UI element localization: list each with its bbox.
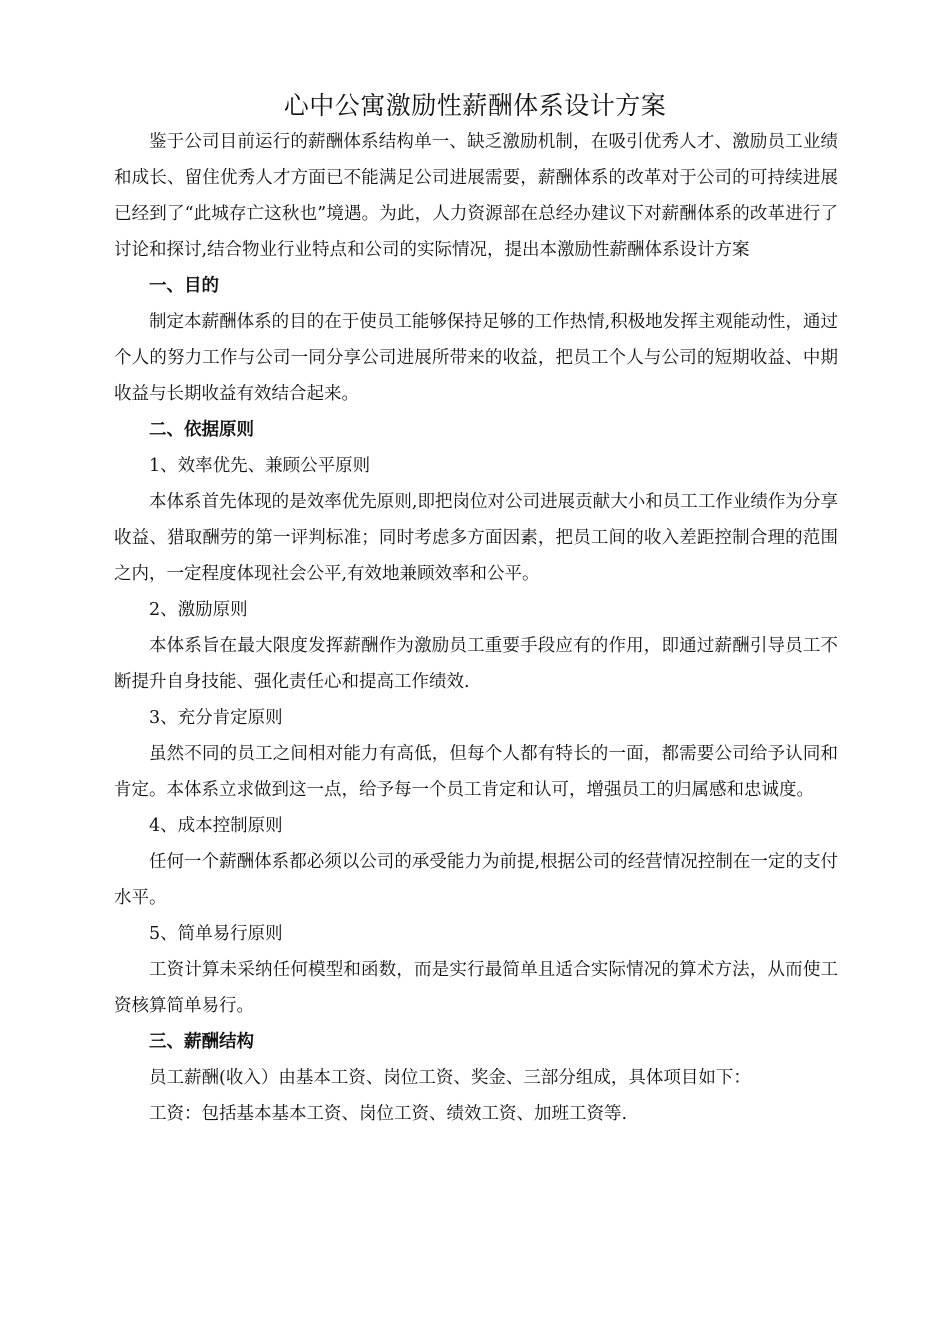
principle-text-incentive: 本体系旨在最大限度发挥薪酬作为激励员工重要手段应有的作用，即通过薪酬引导员工不断提升自身技能、强化责任心和提高工作绩效.: [114, 636, 838, 692]
principle-text-cost-control: 任何一个薪酬体系都必须以公司的承受能力为前提,根据公司的经营情况控制在一定的支付水平。: [114, 852, 838, 908]
principle-text-simplicity: 工资计算未采纳任何模型和函数，而是实行最简单且适合实际情况的算术方法，从而使工资核算简单易行。: [114, 960, 838, 1016]
principle-title-recognition: 3、充分肯定原则: [149, 708, 283, 728]
principle-text-recognition: 虽然不同的员工之间相对能力有高低，但每个人都有特长的一面，都需要公司给予认同和肯定。本体系立求做到这一点，给予每一个员工肯定和认可，增强员工的归属感和忠诚度。: [114, 744, 838, 800]
purpose-paragraph: 制定本薪酬体系的目的在于使员工能够保持足够的工作热情,积极地发挥主观能动性，通过个人的努力工作与公司一同分享公司进展所带来的收益，把员工个人与公司的短期收益、中期收益与长期收益有效结合起来。: [114, 312, 838, 404]
intro-paragraph: 鉴于公司目前运行的薪酬体系结构单一、缺乏激励机制，在吸引优秀人才、激励员工业绩和成长、留住优秀人才方面已不能满足公司进展需要，薪酬体系的改革对于公司的可持续进展已经到了“此城存亡这秋也”境遇。为此，人力资源部在总经办建议下对薪酬体系的改革进行了讨论和探讨,结合物业行业特点和公司的实际情况，提出本激励性薪酬体系设计方案: [114, 132, 838, 260]
principle-title-efficiency: 1、效率优先、兼顾公平原则: [149, 456, 371, 476]
section-heading-principles: 二、依据原则: [149, 420, 254, 440]
principle-title-incentive: 2、激励原则: [149, 600, 248, 620]
principle-title-cost-control: 4、成本控制原则: [149, 816, 283, 836]
principle-text-efficiency: 本体系首先体现的是效率优先原则,即把岗位对公司进展贡献大小和员工工作业绩作为分享收益、猎取酬劳的第一评判标准；同时考虑多方面因素，把员工间的收入差距控制合理的范围之内，一定程度体现社会公平,有效地兼顾效率和公平。: [114, 492, 838, 584]
structure-paragraph-1: 员工薪酬(收入）由基本工资、岗位工资、奖金、三部分组成，具体项目如下：: [149, 1068, 751, 1088]
principle-title-simplicity: 5、简单易行原则: [149, 924, 283, 944]
structure-paragraph-2: 工资：包括基本基本工资、岗位工资、绩效工资、加班工资等.: [149, 1104, 628, 1124]
section-heading-structure: 三、薪酬结构: [149, 1032, 254, 1052]
document-title: 心中公寓激励性薪酬体系设计方案: [283, 91, 667, 120]
document-body: [114, 124, 838, 1132]
section-heading-purpose: 一、目的: [149, 276, 219, 296]
